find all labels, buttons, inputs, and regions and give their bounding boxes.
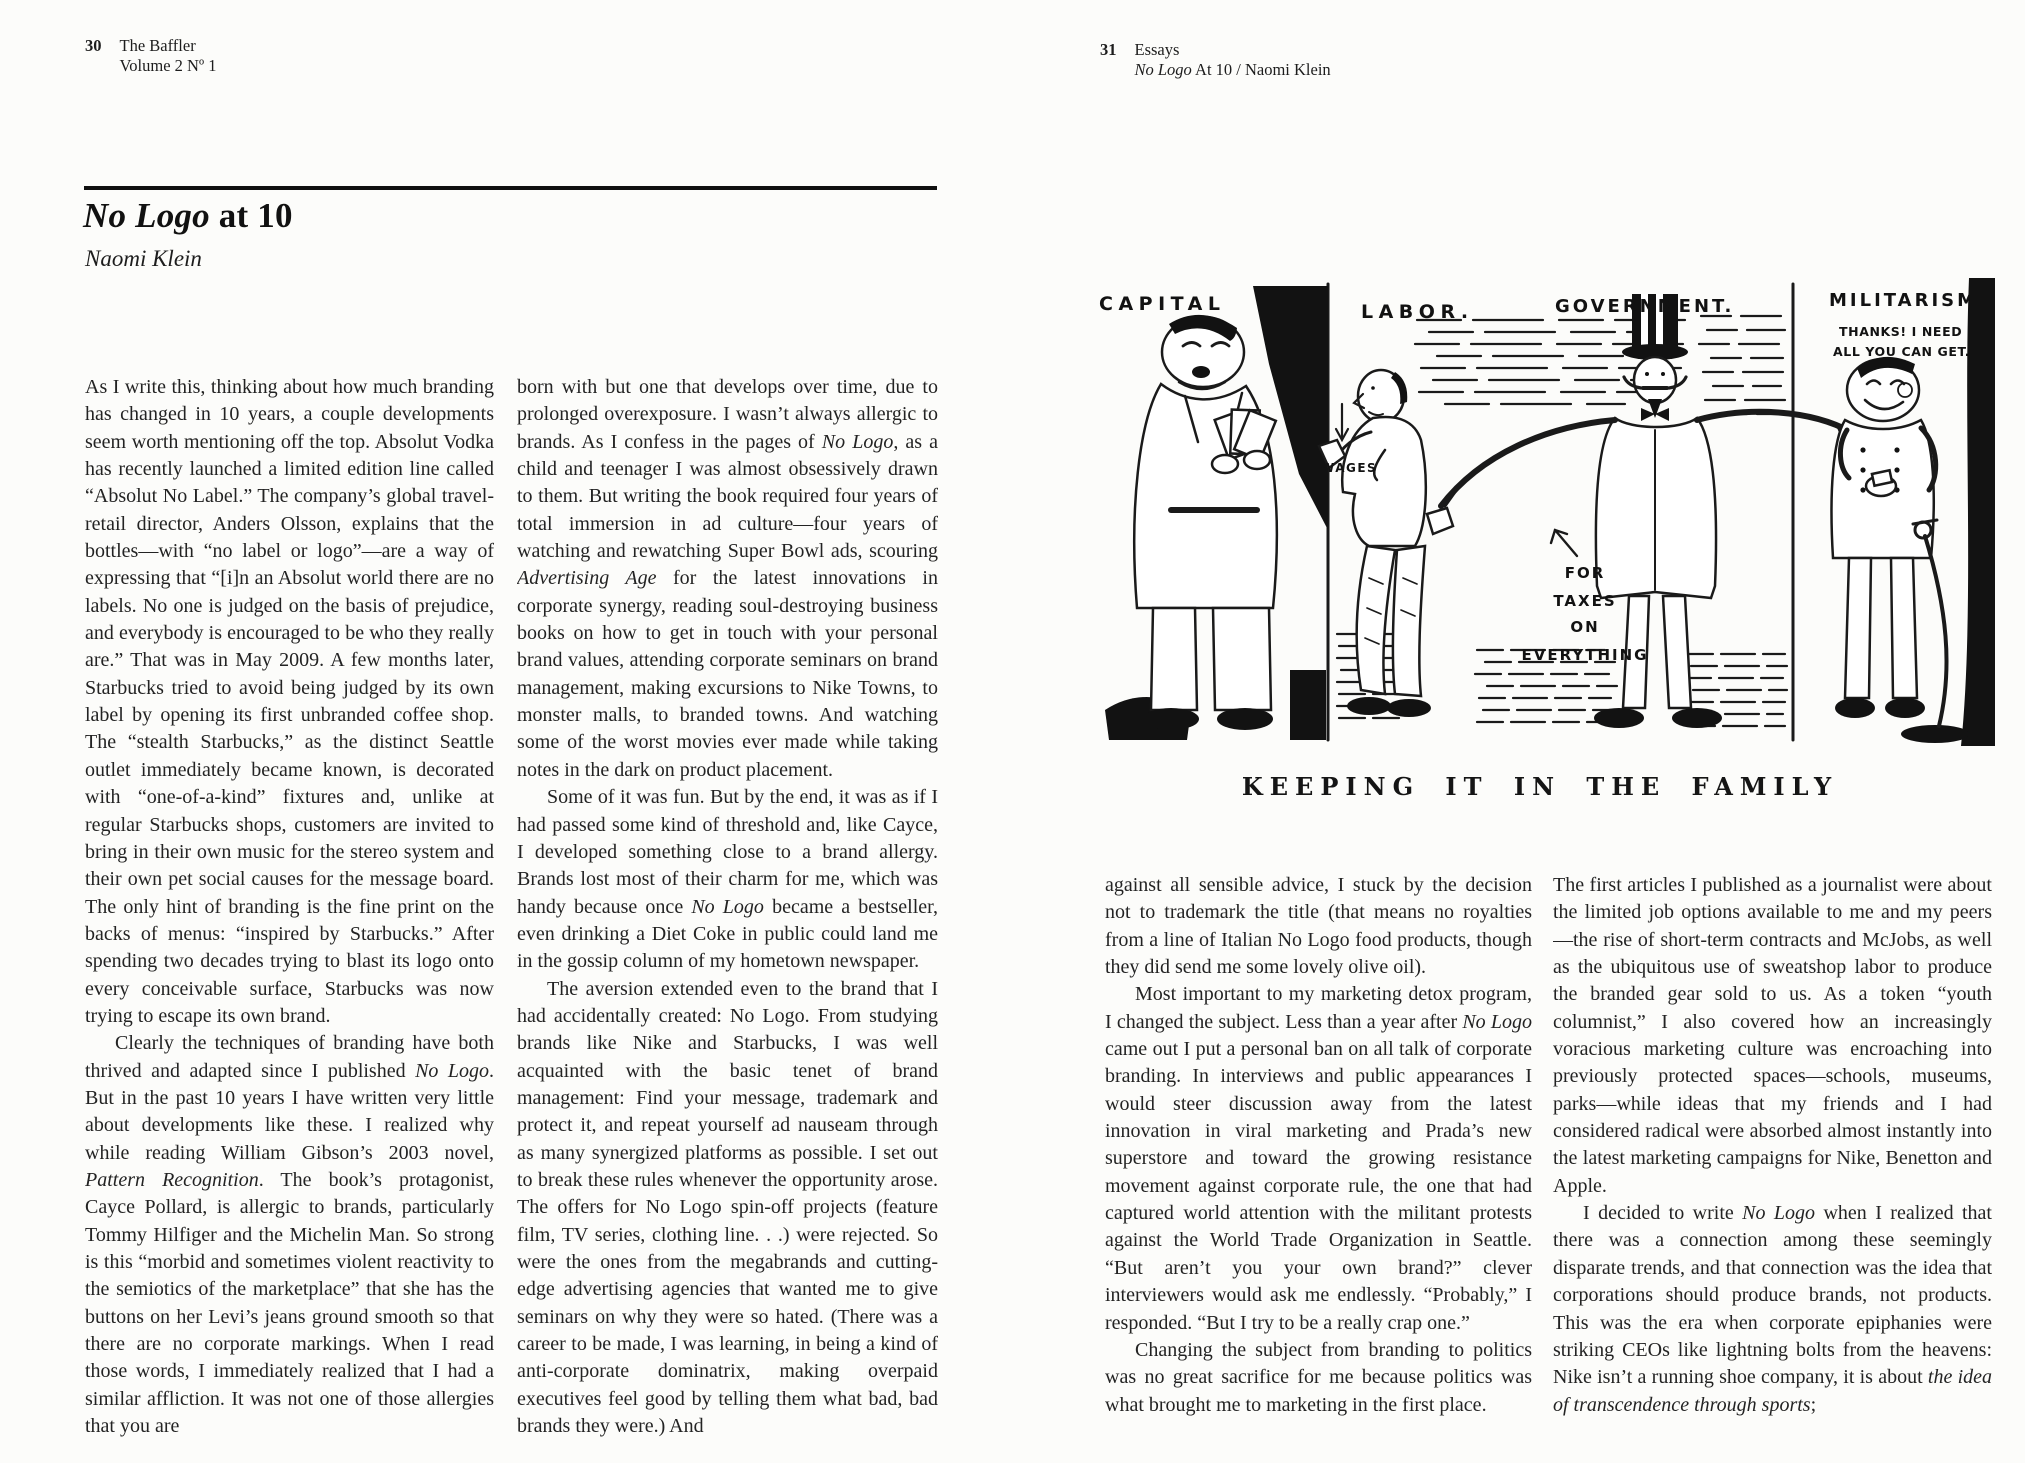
running-title-italic: No Logo [1134, 60, 1192, 79]
wages-label: WAGES [1321, 461, 1378, 475]
paragraph [85, 1030, 494, 1440]
militarism-label: MILITARISM. [1829, 290, 1988, 311]
militarism-speech-line2: ALL YOU CAN GET. [1833, 344, 1971, 359]
text-run: became a bestseller, even drinking a Diet Coke in public could land me in the gossip column of my hometown newspaper. [517, 895, 938, 973]
text-run: No Logo [1742, 1202, 1816, 1225]
left-running-head-text [120, 36, 217, 76]
paragraph [85, 374, 494, 1030]
paragraph [517, 784, 938, 975]
government-arm-left [1441, 420, 1615, 506]
capital-label: CAPITAL [1099, 293, 1226, 315]
text-column-2 [517, 374, 938, 1446]
text-run: . But in the past 10 years I have written very little about developments like these. I realized why while reading William Gibson’s 2003 novel, [85, 1059, 494, 1164]
text-run: for the latest innovations in corporate synergy, reading soul-destroying business books on how to get in touch with your personal brand values, attending corporate seminars on brand management, making excursions to Nike Towns, to monster malls, to branded towns. And watching some of the worst movies ever made while taking notes in the dark on product placement. [517, 567, 938, 781]
worker-figure [1319, 370, 1431, 717]
taxes-line-2: TAXES [1553, 592, 1617, 610]
text-column-1 [85, 374, 494, 1446]
text-run: when I realized that there was a connection among these seemingly disparate trends, and that connection was the idea that corporations should produce brands, not products. This was the era when corporate epiphanies were striking CEOs like lightning bolts from the heavens: Nike isn’t a running shoe company, it is about [1553, 1202, 1992, 1389]
right-running-head [1100, 40, 1331, 80]
paragraph [1105, 872, 1532, 981]
right-running-head-text [1135, 40, 1331, 80]
left-running-head [85, 36, 216, 76]
militarism-figure [1832, 357, 1947, 726]
text-run: As I write this, thinking about how much branding has changed in 10 years, a couple developments seem worth mentioning off the top. Absolut Vodka has recently launched a limited edition line called “Absolut No Label.” The company’s global travel-retail director, Anders Olsson, explains that the bottles—with “no label or logo”—are a way of expressing that “[i]n an Absolut world there are no labels. No one is judged on the basis of prejudice, and everybody is encouraged to be who they really are.” That was in May 2009. A few months later, Starbucks tried to avoid being judged by its own label by opening its first unbranded coffee shop. The “stealth Starbucks,” as the distinct Seattle outlet immediately became known, is decorated with “one-of-a-kind” fixtures and, unlike at regular Starbucks shops, customers are invited to bring in their own music for the stereo system and their own pet social causes for the message board. The only hint of branding is the fine print on the backs of menus: “inspired by Starbucks.” After spending two decades trying to blast its logo onto every conceivable surface, Starbucks was now trying to escape its own brand. [85, 376, 494, 1027]
capitalist-figure [1134, 315, 1277, 730]
paragraph [1553, 1200, 1992, 1419]
text-run: The aversion extended even to the brand that I had accidentally created: No Logo. From studying brands like Nike and Starbucks, I was well acquainted with the basic tenet of brand management: Find your message, trademark and protect it, and repeat yourself ad nauseam through as many synergized platforms as possible. I set out to break these rules whenever the opportunity arose. The offers for No Logo spin-off projects (feature film, TV series, clothing line. . .) were rejected. So were the ones from the megabrands and cutting-edge advertising agencies that wanted me to give seminars on why they were so hated. (There was a career to be made, I was learning, in being a kind of anti-corporate dominatrix, making overpaid executives feel good by telling them what bad, bad brands they were.) And [517, 977, 938, 1438]
text-run: Changing the subject from branding to politics was no great sacrifice for me because politics was what brought me to marketing in the first place. [1105, 1338, 1532, 1416]
militarism-speech-line1: THANKS! I NEED [1839, 324, 1963, 339]
text-column-4 [1553, 872, 1992, 1432]
text-run: Pattern Recognition [85, 1168, 259, 1191]
paragraph [517, 976, 938, 1441]
text-column-3 [1105, 872, 1532, 1432]
text-run: the idea of transcendence through sports [1553, 1366, 1992, 1416]
paragraph [1105, 981, 1532, 1336]
text-run: Clearly the techniques of branding have both thrived and adapted since I published [85, 1032, 494, 1082]
title-rule [84, 186, 937, 190]
taxes-arrow [1551, 530, 1577, 556]
article-title-italic: No Logo [83, 196, 210, 235]
text-run: No Logo [691, 895, 764, 918]
right-page-number: 31 [1100, 40, 1117, 59]
paragraph [517, 374, 938, 784]
text-run: Most important to my marketing detox program, I changed the subject. Less than a year after [1105, 983, 1532, 1033]
paragraph [1553, 872, 1992, 1200]
volume-label: Volume 2 Nº 1 [119, 56, 217, 75]
text-run: . The book’s protagonist, Cayce Pollard, is allergic to brands, particularly Tommy Hilfiger and the Michelin Man. So strong is this “morbid and sometimes violent reactivity to the semiotics of the marketplace” that she has the buttons on her Levi’s jeans ground smooth so that there are no corporate markings. When I read those words, I immediately realized that I had a similar affliction. It was not one of those allergies that you are [85, 1168, 494, 1438]
article-title [83, 196, 293, 236]
cartoon-caption: KEEPING IT IN THE FAMILY [1241, 772, 1839, 801]
wall-hatching-right [1699, 316, 1787, 414]
text-run: No Logo [1462, 1010, 1532, 1033]
taxes-line-4: EVERYTHING [1521, 646, 1649, 664]
editorial-cartoon [1085, 278, 1995, 746]
publication-name: The Baffler [119, 36, 196, 55]
section-label: Essays [1134, 40, 1180, 59]
text-run: , as a child and teenager I was almost obsessively drawn to them. But writing the book required four years of total immersion in ad culture—four years of watching and rewatching Super Bowl ads, scouring [517, 430, 938, 563]
taken-bill [1427, 508, 1453, 534]
text-run: came out I put a personal ban on all talk of corporate branding. In interviews and public appearances I would steer discussion away from the latest innovation in viral marketing and Prada’s new superstore and toward the growing resistance movement against corporate rule, the one that had captured world attention with the militant protests against the World Trade Organization in Seattle. “But aren’t you your own brand?” clever interviewers would ask me endlessly. “Probably,” I responded. “But I try to be a really crap one.” [1105, 1038, 1532, 1334]
government-arm-right [1697, 412, 1851, 432]
article-title-rest: at 10 [209, 196, 293, 235]
government-label: GOVERNMENT. [1555, 296, 1735, 317]
militarism-floor-shadow [1901, 725, 1969, 743]
text-run: Advertising Age [517, 567, 657, 590]
text-run: The first articles I published as a journalist were about the limited job options available to me and my peers—the rise of short-term contracts and McJobs, as well as the ubiquitous use of sweatshop labor to produce the branded gear sold to us. As a token “youth columnist,” I also covered how an increasingly voracious marketing culture was encroaching into previously protected spaces—schools, museums, parks—while ideas that my friends and I had considered radical were absorbed almost instantly into the latest marketing campaigns for Nike, Benetton and Apple. [1553, 874, 1992, 1197]
text-run: ; [1810, 1393, 1817, 1416]
taxes-line-1: FOR [1564, 564, 1606, 582]
text-run: born with but one that develops over time, due to prolonged overexposure. I wasn’t always allergic to brands. As I confess in the pages of [517, 376, 938, 453]
labor-label: LABOR. [1361, 301, 1474, 323]
capital-floor-shadow-right [1290, 670, 1326, 740]
text-run: against all sensible advice, I stuck by the decision not to trademark the title (that means no royalties from a line of Italian No Logo food products, though they did send me some lovely olive oil). [1105, 874, 1532, 979]
left-page-number: 30 [85, 36, 102, 55]
text-run: No Logo [415, 1059, 489, 1082]
money-bills [1212, 410, 1276, 473]
sword-blade [1925, 536, 1947, 726]
running-title-rest: At 10 / Naomi Klein [1191, 60, 1331, 79]
paragraph [1105, 1337, 1532, 1419]
taxes-line-3: ON [1570, 618, 1600, 636]
article-byline: Naomi Klein [85, 246, 202, 271]
text-run: I decided to write [1583, 1202, 1743, 1225]
text-run: No Logo [821, 430, 894, 453]
wages-arrow [1336, 404, 1348, 440]
text-run: Some of it was fun. But by the end, it was as if I had passed some kind of threshold and, like Cayce, I developed something close to a brand allergy. Brands lost most of their charm for me, which was handy because once [517, 786, 938, 918]
